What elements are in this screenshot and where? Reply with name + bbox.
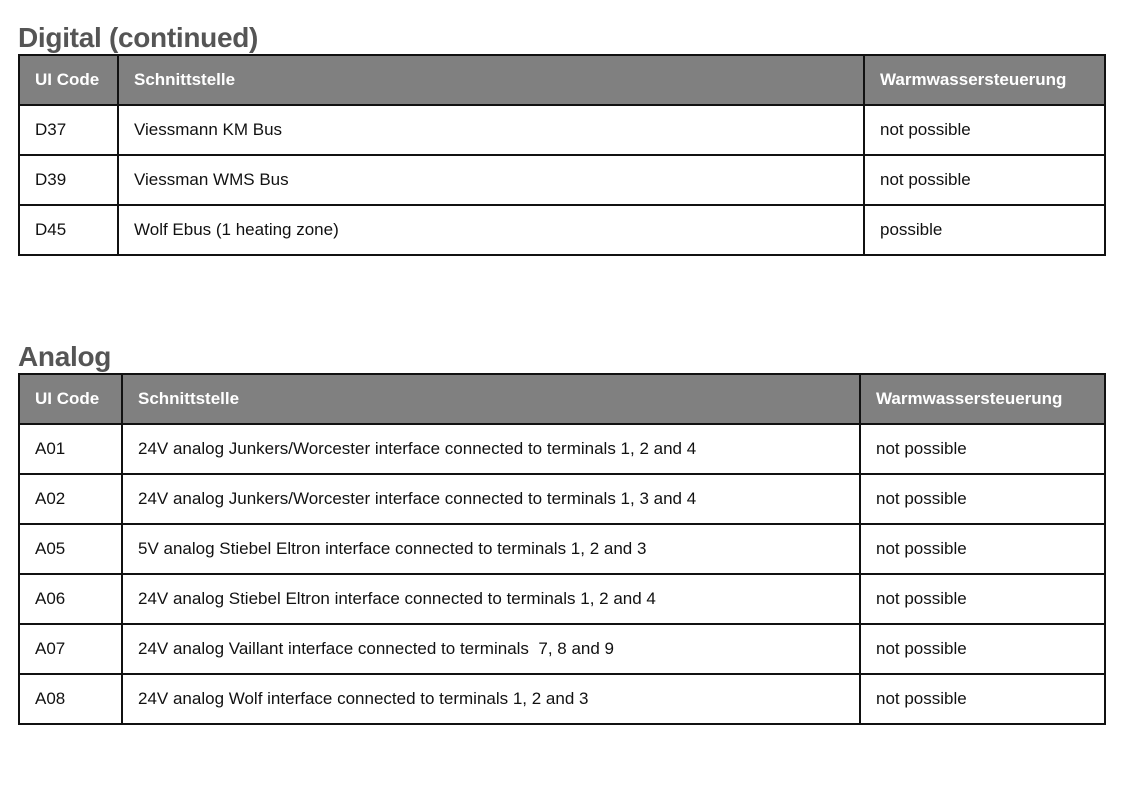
ui-code-cell: A05	[19, 524, 122, 574]
table-row	[19, 574, 1105, 624]
ui-code-cell: A07	[19, 624, 122, 674]
table-header-row	[19, 374, 1105, 424]
column-header-schnittstelle: Schnittstelle	[118, 55, 864, 105]
hot-water-control-cell: not possible	[860, 574, 1105, 624]
table-row	[19, 155, 1105, 205]
analog-interfaces-table	[18, 373, 1106, 725]
ui-code-cell: A08	[19, 674, 122, 724]
hot-water-control-cell: not possible	[860, 674, 1105, 724]
interface-cell: 24V analog Wolf interface connected to terminals 1, 2 and 3	[122, 674, 860, 724]
hot-water-control-cell: possible	[864, 205, 1105, 255]
hot-water-control-cell: not possible	[860, 624, 1105, 674]
interface-cell: Viessmann KM Bus	[118, 105, 864, 155]
interface-cell: 24V analog Junkers/Worcester interface connected to terminals 1, 3 and 4	[122, 474, 860, 524]
column-header-schnittstelle: Schnittstelle	[122, 374, 860, 424]
table-row	[19, 474, 1105, 524]
table-header-row	[19, 55, 1105, 105]
table-row	[19, 674, 1105, 724]
interface-cell: 24V analog Junkers/Worcester interface connected to terminals 1, 2 and 4	[122, 424, 860, 474]
hot-water-control-cell: not possible	[860, 474, 1105, 524]
digital-interfaces-table	[18, 54, 1106, 256]
ui-code-cell: A02	[19, 474, 122, 524]
hot-water-control-cell: not possible	[860, 424, 1105, 474]
table-row	[19, 205, 1105, 255]
table-row	[19, 424, 1105, 474]
ui-code-cell: D45	[19, 205, 118, 255]
hot-water-control-cell: not possible	[864, 105, 1105, 155]
column-header-warmwassersteuerung: Warmwassersteuerung	[864, 55, 1105, 105]
table-row	[19, 105, 1105, 155]
hot-water-control-cell: not possible	[860, 524, 1105, 574]
interface-cell: 24V analog Vaillant interface connected to terminals 7, 8 and 9	[122, 624, 860, 674]
column-header-ui-code: UI Code	[19, 55, 118, 105]
interface-cell: 5V analog Stiebel Eltron interface connected to terminals 1, 2 and 3	[122, 524, 860, 574]
ui-code-cell: A01	[19, 424, 122, 474]
ui-code-cell: A06	[19, 574, 122, 624]
interface-cell: Wolf Ebus (1 heating zone)	[118, 205, 864, 255]
section-title-analog: Analog	[18, 341, 112, 372]
ui-code-cell: D39	[19, 155, 118, 205]
section-title-digital: Digital (continued)	[18, 22, 259, 53]
hot-water-control-cell: not possible	[864, 155, 1105, 205]
interface-cell: 24V analog Stiebel Eltron interface connected to terminals 1, 2 and 4	[122, 574, 860, 624]
column-header-warmwassersteuerung: Warmwassersteuerung	[860, 374, 1105, 424]
interface-cell: Viessman WMS Bus	[118, 155, 864, 205]
table-row	[19, 624, 1105, 674]
table-row	[19, 524, 1105, 574]
ui-code-cell: D37	[19, 105, 118, 155]
column-header-ui-code: UI Code	[19, 374, 122, 424]
